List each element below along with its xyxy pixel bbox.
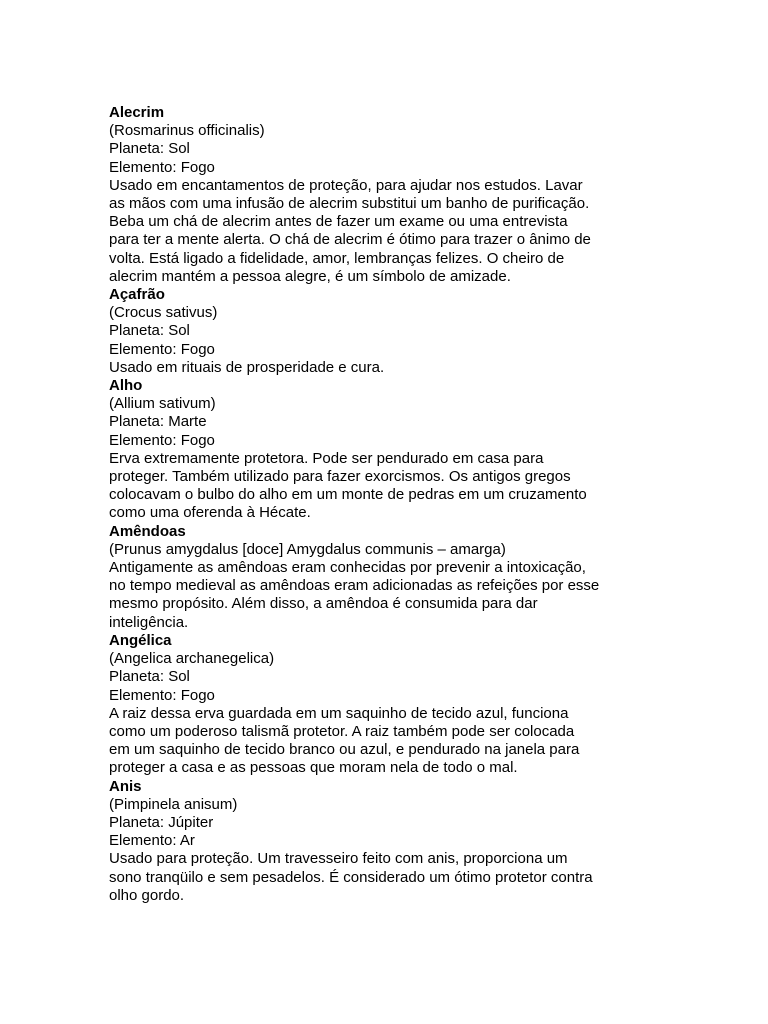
herb-name: Angélica (109, 631, 172, 649)
herb-text-line: Beba um chá de alecrim antes de fazer um exame ou uma entrevista (109, 213, 568, 231)
herb-text-line: Elemento: Ar (109, 832, 195, 850)
herb-text-line: (Allium sativum) (109, 395, 216, 413)
herb-text-line: Usado em encantamentos de proteção, para ajudar nos estudos. Lavar (109, 176, 583, 194)
herb-text-line: olho gordo. (109, 886, 185, 904)
herb-text-line: (Angelica archanegelica) (109, 650, 275, 668)
herb-text-line: as mãos com uma infusão de alecrim substitui um banho de purificação. (109, 195, 590, 213)
herb-text-line: proteger. Também utilizado para fazer exorcismos. Os antigos gregos (109, 468, 571, 486)
herb-text-line: A raiz dessa erva guardada em um saquinho de tecido azul, funciona (109, 704, 569, 722)
herb-text-line: Planeta: Sol (109, 322, 190, 340)
herb-text-line: Planeta: Júpiter (109, 813, 214, 831)
herb-name: Anis (109, 777, 142, 795)
herb-entry (109, 286, 669, 377)
herb-text-line: proteger a casa e as pessoas que moram nela de todo o mal. (109, 759, 518, 777)
herb-name: Açafrão (109, 286, 165, 304)
herb-entry (109, 523, 669, 632)
document-page (109, 104, 669, 905)
herb-text-line: Planeta: Sol (109, 668, 190, 686)
herb-text-line: (Rosmarinus officinalis) (109, 122, 265, 140)
herb-text-line: (Prunus amygdalus [doce] Amygdalus communis – amarga) (109, 540, 506, 558)
herb-text-line: inteligência. (109, 613, 189, 631)
herb-text-line: colocavam o bulbo do alho em um monte de pedras em um cruzamento (109, 486, 587, 504)
herb-text-line: Usado em rituais de prosperidade e cura. (109, 358, 385, 376)
herb-entry (109, 632, 669, 778)
herb-text-line: (Pimpinela anisum) (109, 795, 238, 813)
herb-text-line: Erva extremamente protetora. Pode ser pendurado em casa para (109, 449, 544, 467)
herb-text-line: volta. Está ligado a fidelidade, amor, lembranças felizes. O cheiro de (109, 249, 565, 267)
herb-text-line: sono tranqüilo e sem pesadelos. É considerado um ótimo protetor contra (109, 868, 593, 886)
herb-text-line: (Crocus sativus) (109, 304, 218, 322)
herb-entry (109, 377, 669, 523)
herb-name: Amêndoas (109, 522, 186, 540)
herb-text-line: alecrim mantém a pessoa alegre, é um símbolo de amizade. (109, 267, 511, 285)
herb-text-line: Elemento: Fogo (109, 431, 215, 449)
herb-text-line: Elemento: Fogo (109, 340, 215, 358)
herb-text-line: Elemento: Fogo (109, 686, 215, 704)
herb-entry (109, 104, 669, 286)
herb-text-line: Usado para proteção. Um travesseiro feito com anis, proporciona um (109, 850, 568, 868)
herb-text-line: para ter a mente alerta. O chá de alecrim é ótimo para trazer o ânimo de (109, 231, 591, 249)
herb-text-line: Elemento: Fogo (109, 158, 215, 176)
herb-text-line: no tempo medieval as amêndoas eram adicionadas as refeições por esse (109, 577, 600, 595)
herb-text-line: mesmo propósito. Além disso, a amêndoa é consumida para dar (109, 595, 538, 613)
herb-text-line: como um poderoso talismã protetor. A raiz também pode ser colocada (109, 722, 575, 740)
herb-text-line: em um saquinho de tecido branco ou azul, e pendurado na janela para (109, 741, 580, 759)
herb-text-line: Planeta: Marte (109, 413, 207, 431)
herb-entry (109, 778, 669, 905)
herb-text-line: como uma oferenda à Hécate. (109, 504, 311, 522)
herb-name: Alho (109, 377, 143, 395)
herb-text-line: Planeta: Sol (109, 140, 190, 158)
herb-text-line: Antigamente as amêndoas eram conhecidas por prevenir a intoxicação, (109, 559, 586, 577)
herb-name: Alecrim (109, 104, 165, 121)
